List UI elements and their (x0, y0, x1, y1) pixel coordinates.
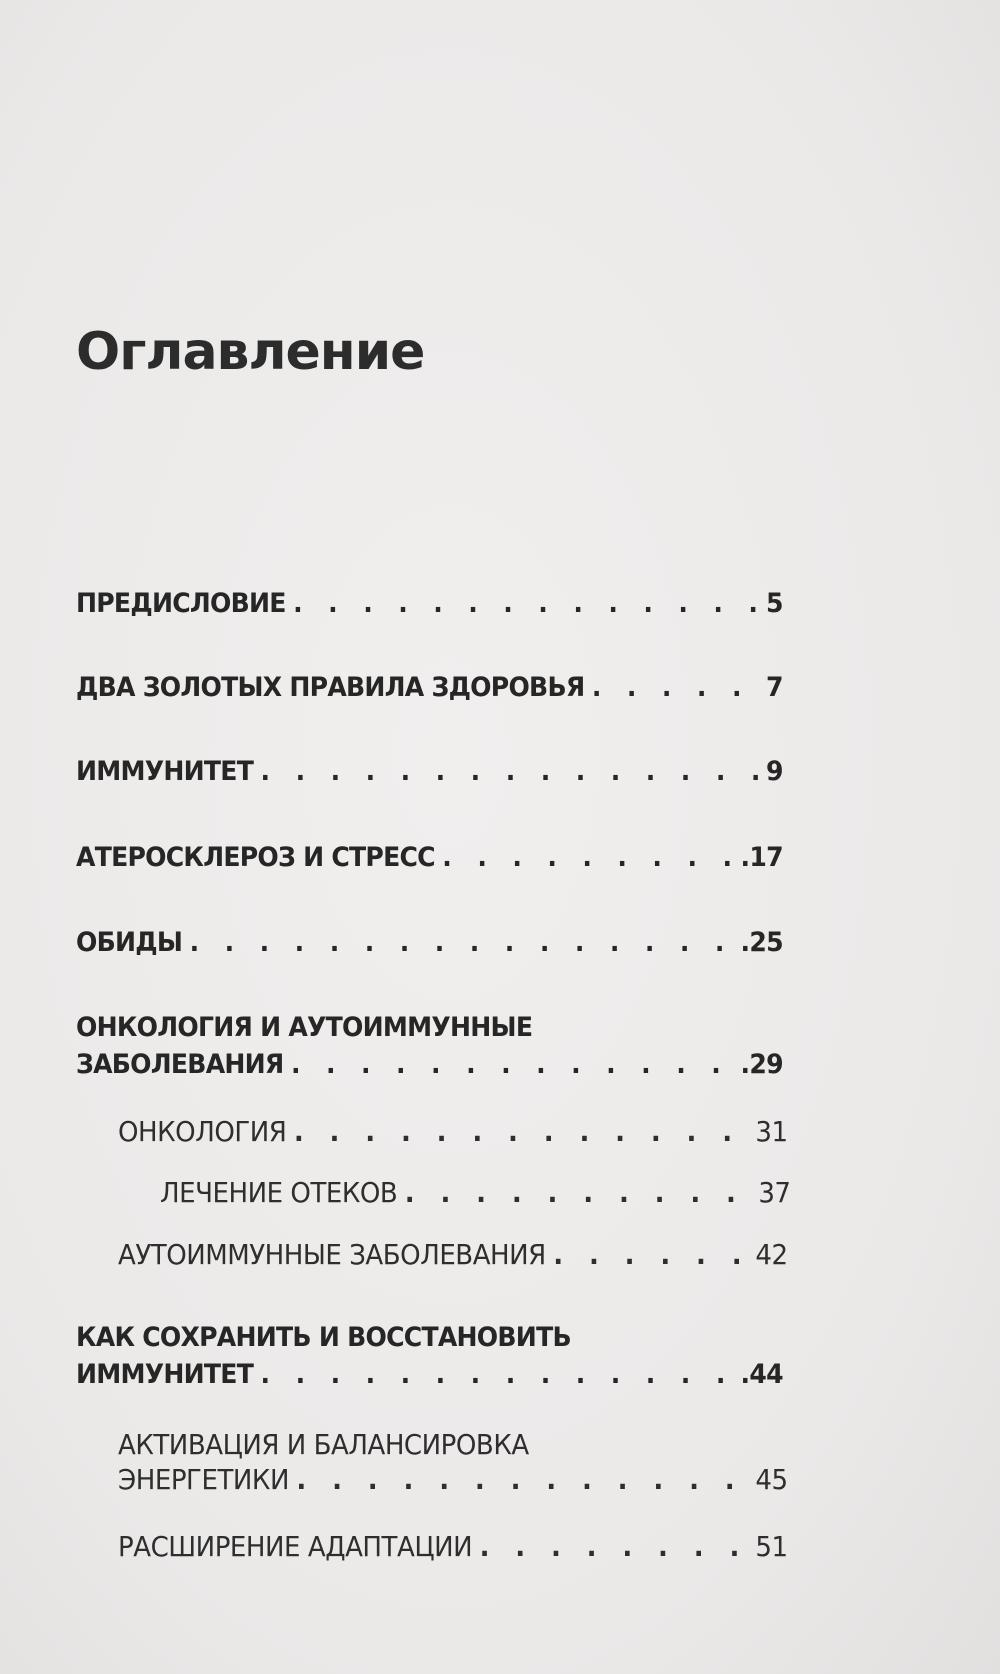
toc-entry-title-line1: КАК СОХРАНИТЬ И ВОССТАНОВИТЬ (76, 1322, 571, 1353)
toc-subentry (118, 1115, 788, 1148)
dot-leader (291, 1049, 735, 1080)
toc-subsubentry (160, 1176, 791, 1209)
toc-entry-page: 51 (755, 1530, 788, 1563)
toc-entry (76, 842, 783, 873)
toc-entry (76, 588, 783, 619)
toc-entry-title-line2: ЭНЕРГЕТИКИ (118, 1463, 289, 1496)
dot-leader (405, 1176, 753, 1209)
dot-leader (296, 1463, 749, 1496)
dot-leader (592, 672, 761, 703)
toc-entry-title-line2: ЗАБОЛЕВАНИЯ (76, 1049, 284, 1080)
toc-entry-page: 7 (766, 672, 783, 703)
toc-entry-page: 45 (755, 1463, 788, 1496)
toc-entry-page: .44 (740, 1359, 783, 1390)
toc-entry-title: АУТОИММУННЫЕ ЗАБОЛЕВАНИЯ (118, 1238, 546, 1271)
toc-entry-title-line2: ИММУНИТЕТ (76, 1359, 254, 1390)
dot-leader (190, 927, 735, 958)
dot-leader (294, 1115, 750, 1148)
toc-entry-page: 37 (758, 1176, 791, 1209)
toc-subentry (118, 1238, 788, 1271)
toc-entry-title-line1: ОНКОЛОГИЯ И АУТОИММУННЫЕ (76, 1012, 533, 1043)
toc-entry (76, 1012, 783, 1080)
dot-leader (480, 1530, 750, 1563)
page-title: Оглавление (76, 322, 425, 382)
toc-entry-page: 42 (755, 1238, 788, 1271)
dot-leader (293, 588, 760, 619)
toc-entry-page: .29 (740, 1049, 783, 1080)
toc-entry-title: ОБИДЫ (76, 927, 183, 958)
toc-entry (76, 1322, 783, 1390)
toc-entry-title: ПРЕДИСЛОВИЕ (76, 588, 286, 619)
toc-entry-title: РАСШИРЕНИЕ АДАПТАЦИИ (118, 1530, 473, 1563)
toc-entry-title-line1: АКТИВАЦИЯ И БАЛАНСИРОВКА (118, 1428, 529, 1461)
toc-subentry (118, 1530, 788, 1563)
toc-entry-page: .17 (740, 842, 783, 873)
toc-entry-title: ОНКОЛОГИЯ (118, 1115, 287, 1148)
toc-entry-page: 31 (755, 1115, 788, 1148)
toc-entry-page: .25 (740, 927, 783, 958)
toc-entry-title: АТЕРОСКЛЕРОЗ И СТРЕСС (76, 842, 435, 873)
toc-entry-title: ЛЕЧЕНИЕ ОТЕКОВ (160, 1176, 398, 1209)
toc-entry-page: 9 (766, 756, 783, 787)
toc-entry-title: ДВА ЗОЛОТЫХ ПРАВИЛА ЗДОРОВЬЯ (76, 672, 585, 703)
toc-entry (76, 756, 783, 787)
toc-entry (76, 672, 783, 703)
toc-entry-page: 5 (766, 588, 783, 619)
toc-entry (76, 927, 783, 958)
toc-subentry (118, 1428, 788, 1496)
dot-leader (553, 1238, 750, 1271)
dot-leader (261, 1359, 735, 1390)
dot-leader (442, 842, 735, 873)
dot-leader (261, 756, 761, 787)
toc-entry-title: ИММУНИТЕТ (76, 756, 254, 787)
